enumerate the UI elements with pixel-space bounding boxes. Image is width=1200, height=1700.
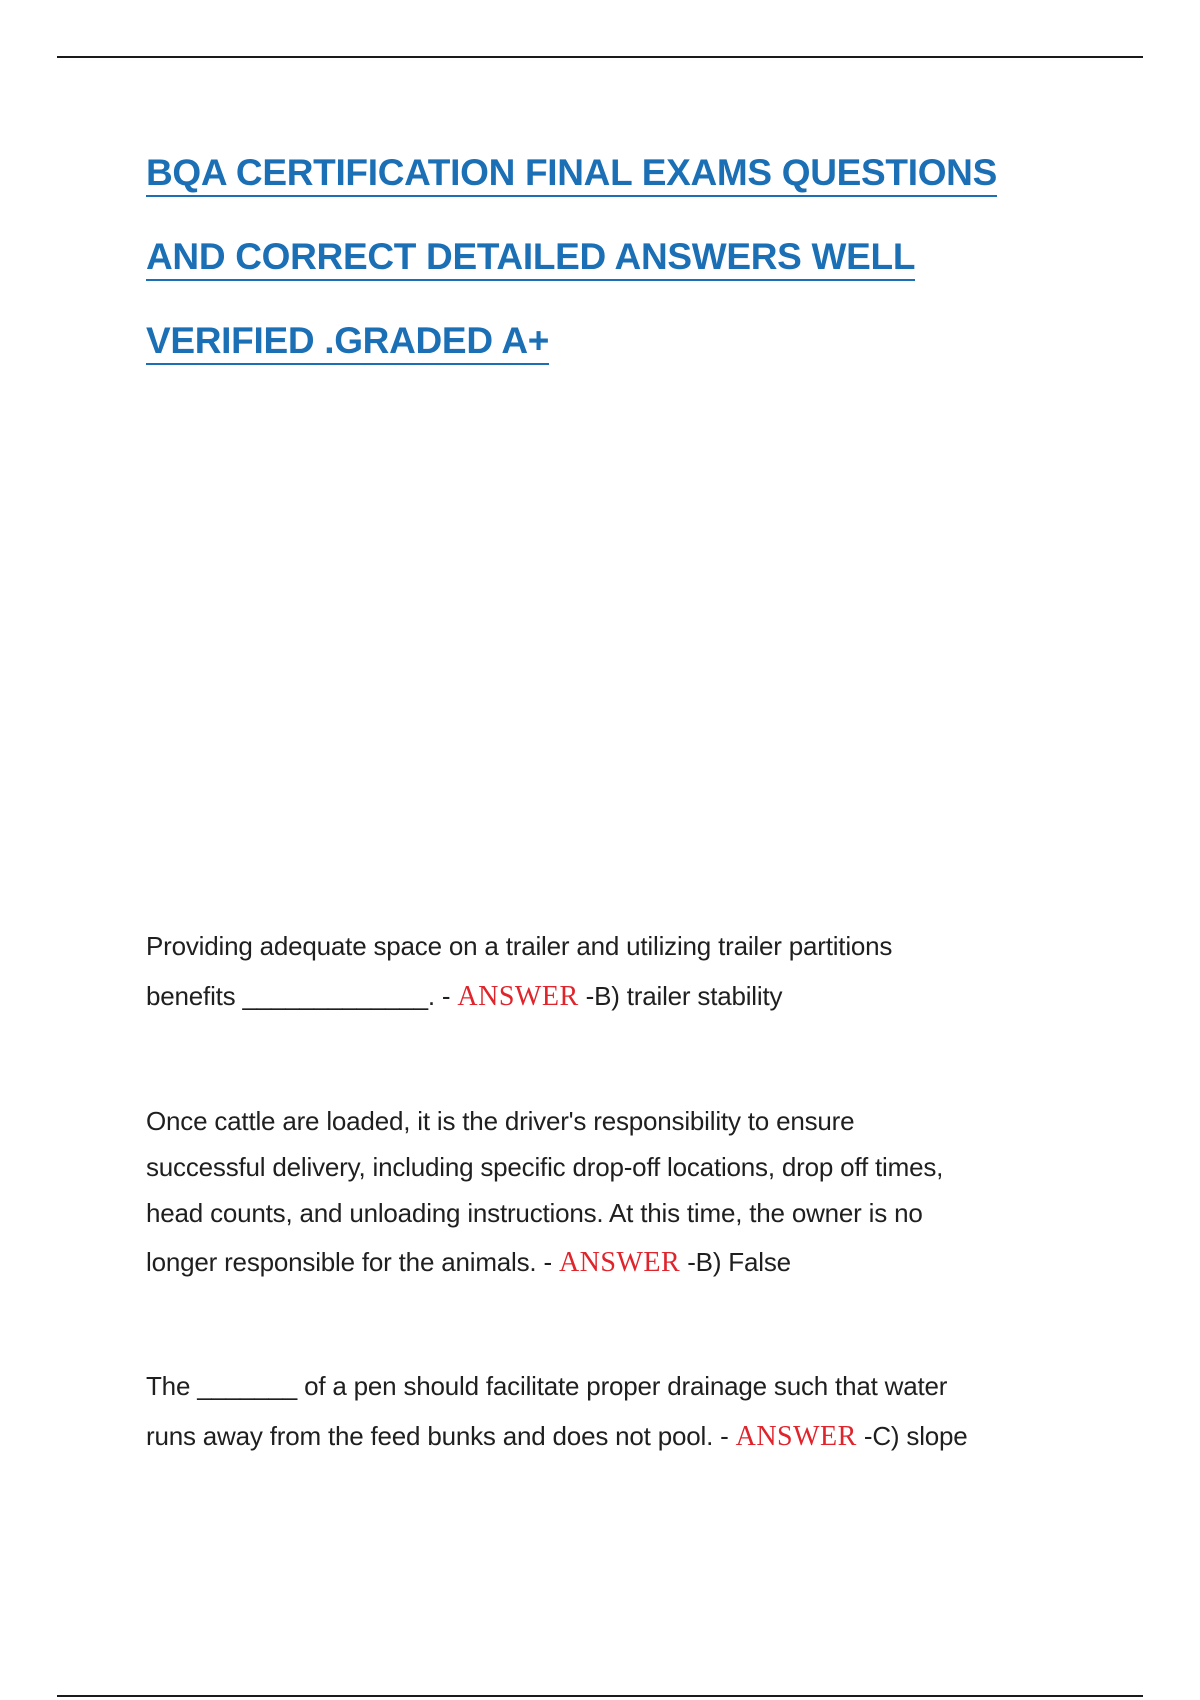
answer-label: ANSWER xyxy=(457,981,579,1012)
question-3-tail: runs away from the feed bunks and does not pool. - xyxy=(146,1421,736,1451)
question-2-line-2: successful delivery, including specific drop-off locations, drop off times, xyxy=(146,1152,944,1182)
document-title xyxy=(146,138,1106,390)
qa-item-3 xyxy=(146,1361,1086,1462)
answer-3-text: -C) slope xyxy=(863,1421,968,1451)
question-3-line-2 xyxy=(146,1411,1086,1462)
question-3-line-1: The _______ of a pen should facilitate proper drainage such that water xyxy=(146,1371,948,1401)
question-1-line-1: Providing adequate space on a trailer and utilizing trailer partitions xyxy=(146,931,893,961)
title-line-2: AND CORRECT DETAILED ANSWERS WELL xyxy=(146,235,915,281)
question-2-tail: longer responsible for the animals. - xyxy=(146,1247,559,1277)
qa-item-1 xyxy=(146,921,1086,1022)
title-line-3: VERIFIED .GRADED A+ xyxy=(146,319,549,365)
question-1-line-2 xyxy=(146,971,1086,1022)
top-rule xyxy=(57,56,1143,58)
answer-label: ANSWER xyxy=(558,1247,681,1278)
answer-label: ANSWER xyxy=(735,1421,857,1452)
question-2-line-4 xyxy=(146,1236,1086,1289)
title-line-1: BQA CERTIFICATION FINAL EXAMS QUESTIONS xyxy=(146,151,997,197)
answer-1-text: -B) trailer stability xyxy=(585,981,783,1011)
qa-item-2 xyxy=(146,1098,1086,1289)
question-2-line-3: head counts, and unloading instructions. At this time, the owner is no xyxy=(146,1198,923,1228)
question-1-tail: benefits _____________. - xyxy=(146,981,458,1011)
answer-2-text: -B) False xyxy=(687,1247,791,1277)
bottom-rule xyxy=(57,1695,1143,1697)
question-2-line-1: Once cattle are loaded, it is the driver's responsibility to ensure xyxy=(146,1106,855,1136)
